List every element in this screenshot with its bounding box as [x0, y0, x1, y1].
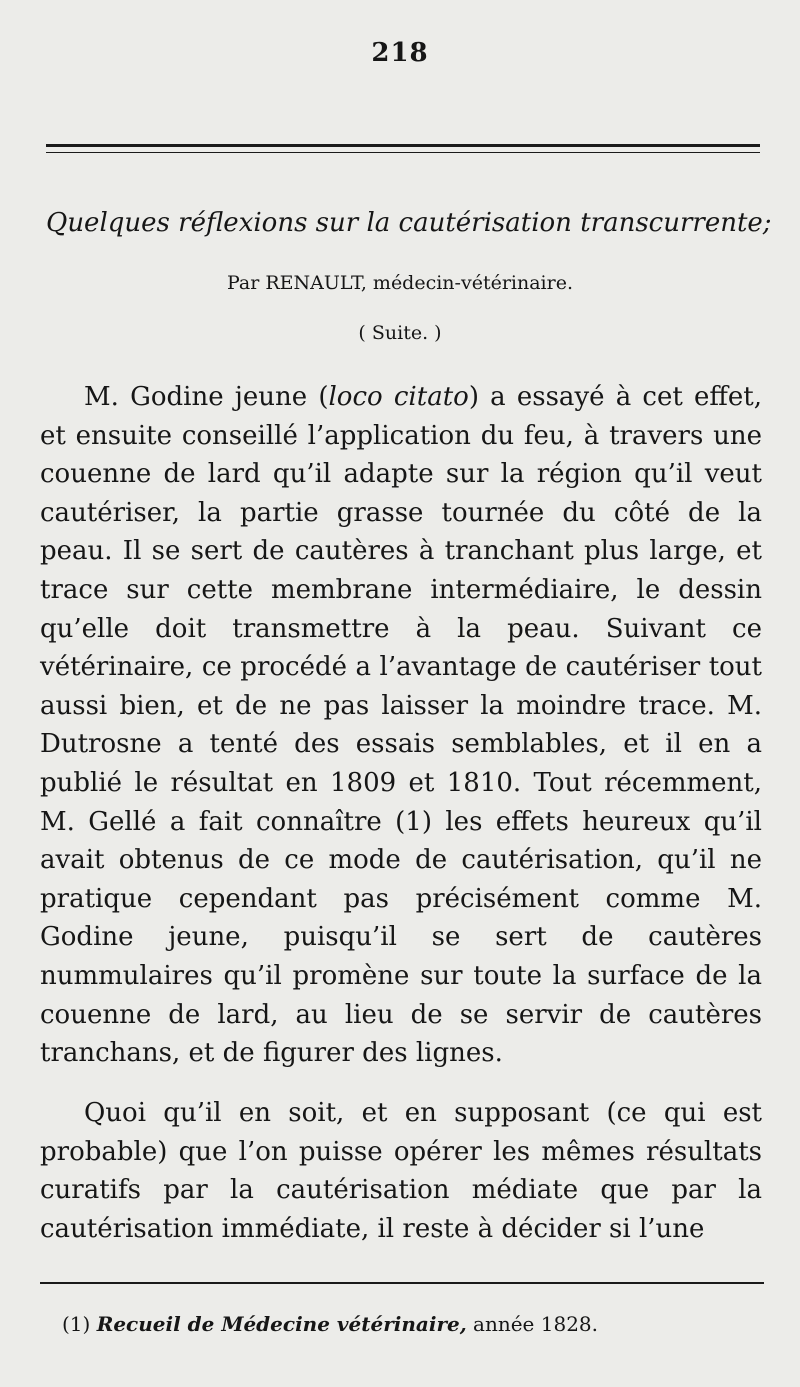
- page-number: 218: [371, 38, 429, 68]
- body-paragraph-2: Quoi qu’il en soit, et en supposant (ce qui est probable) que l’on puisse opérer les mêmes résultats curatifs par la cautérisation médiate que par la cautérisation immédiate, il reste à décider si l’une: [40, 1098, 762, 1244]
- footnote-marker: (1): [62, 1312, 91, 1336]
- footnote-year: année 1828.: [473, 1312, 599, 1336]
- article-title: Quelques réflexions sur la cautérisation transcurrente;: [46, 208, 772, 238]
- footnote: [62, 1312, 598, 1336]
- article-byline: Par RENAULT, médecin-vétérinaire.: [226, 272, 573, 294]
- citation-text: loco citato: [328, 382, 469, 412]
- paragraph-rest: ) a essayé à cet effet, et ensuite conseillé l’application du feu, à travers une couenne de lard qu’il adapte sur la région qu’il veut cautériser, la partie grasse tournée du côté de la peau. Il se sert de cautères à tranchant plus large, et trace sur cette membrane intermédiaire, le dessin qu’elle doit transmettre à la peau. Suivant ce vétérinaire, ce procédé a l’avantage de cautériser tout aussi bien, et de ne pas laisser la moindre trace. M. Dutrosne a tenté des essais semblables, et il en a publié le résultat en 1809 et 1810. Tout récemment, M. Gellé a fait connaître (1) les effets heureux qu’il avait obtenus de ce mode de cautérisation, qu’il ne pratique cependant pas précisément comme M. Godine jeune, puisqu’il se sert de cautères nummulaires qu’il promène sur toute la surface de la couenne de lard, au lieu de se servir de cautères tranchans, et de figurer des lignes.: [40, 382, 762, 1069]
- footnote-rule: [40, 1282, 764, 1284]
- footnote-source: Recueil de Médecine vétérinaire,: [96, 1312, 467, 1336]
- paragraph-lead: M. Godine jeune (: [84, 382, 329, 412]
- body-paragraph-1: [40, 378, 762, 1073]
- header-rule: [46, 144, 760, 147]
- continuation-note: ( Suite. ): [358, 322, 442, 344]
- header-rule-thin: [46, 152, 760, 153]
